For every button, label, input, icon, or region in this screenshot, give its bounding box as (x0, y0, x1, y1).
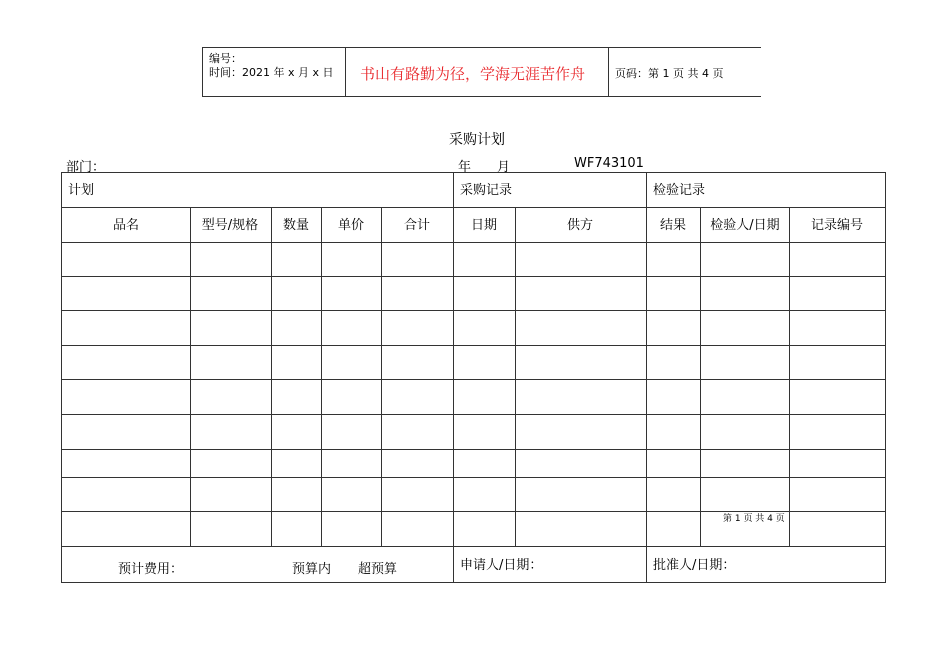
page-label: 页码：第 1 页 共 4 页 (615, 67, 724, 80)
number-label: 编号： (209, 52, 242, 65)
column-header: 供方 (566, 218, 594, 233)
applicant-label: 申请人/日期： (460, 558, 543, 573)
column-header: 结果 (659, 218, 687, 233)
column-header: 数量 (282, 218, 310, 233)
header-divider (345, 48, 346, 96)
column-header: 日期 (470, 218, 498, 233)
within-budget-option[interactable]: 预算内 (292, 562, 332, 577)
row-line (62, 207, 885, 208)
form-code: WF743101 (574, 156, 644, 171)
column-line (271, 207, 272, 546)
form-title: 采购计划 (449, 132, 505, 148)
group-divider (646, 173, 647, 582)
column-line (381, 207, 382, 546)
group-header-plan: 计划 (68, 183, 95, 198)
estimated-cost-label: 预计费用： (118, 562, 184, 577)
group-header-inspection: 检验记录 (653, 183, 706, 198)
column-header: 型号/规格 (201, 218, 259, 233)
column-header: 合计 (403, 218, 431, 233)
row-line (62, 414, 885, 415)
column-header: 记录编号 (810, 218, 864, 233)
row-line (62, 449, 885, 450)
column-header: 单价 (337, 218, 365, 233)
header-divider (608, 48, 609, 96)
row-line (62, 242, 885, 243)
row-line (62, 379, 885, 380)
purchase-plan-table (61, 172, 886, 583)
row-line (62, 546, 885, 547)
column-line (515, 207, 516, 546)
column-line (190, 207, 191, 546)
column-line (789, 207, 790, 546)
year-label: 年 (458, 160, 472, 175)
column-header: 检验人/日期 (710, 218, 780, 233)
approver-label: 批准人/日期： (653, 558, 736, 573)
row-line (62, 310, 885, 311)
month-label: 月 (497, 160, 511, 175)
row-line (62, 276, 885, 277)
dept-label: 部门： (66, 160, 106, 175)
time-label: 时间：2021 年 x 月 x 日 (209, 66, 334, 79)
group-header-purchase: 采购记录 (460, 183, 513, 198)
column-line (321, 207, 322, 546)
column-header: 品名 (112, 218, 140, 233)
over-budget-option[interactable]: 超预算 (358, 562, 398, 577)
motto-text: 书山有路勤为径，学海无涯苦作舟 (360, 65, 586, 83)
group-divider (453, 173, 454, 582)
row-line (62, 345, 885, 346)
column-line (700, 207, 701, 546)
page-note: 第 1 页 共 4 页 (723, 514, 785, 524)
row-line (62, 477, 885, 478)
